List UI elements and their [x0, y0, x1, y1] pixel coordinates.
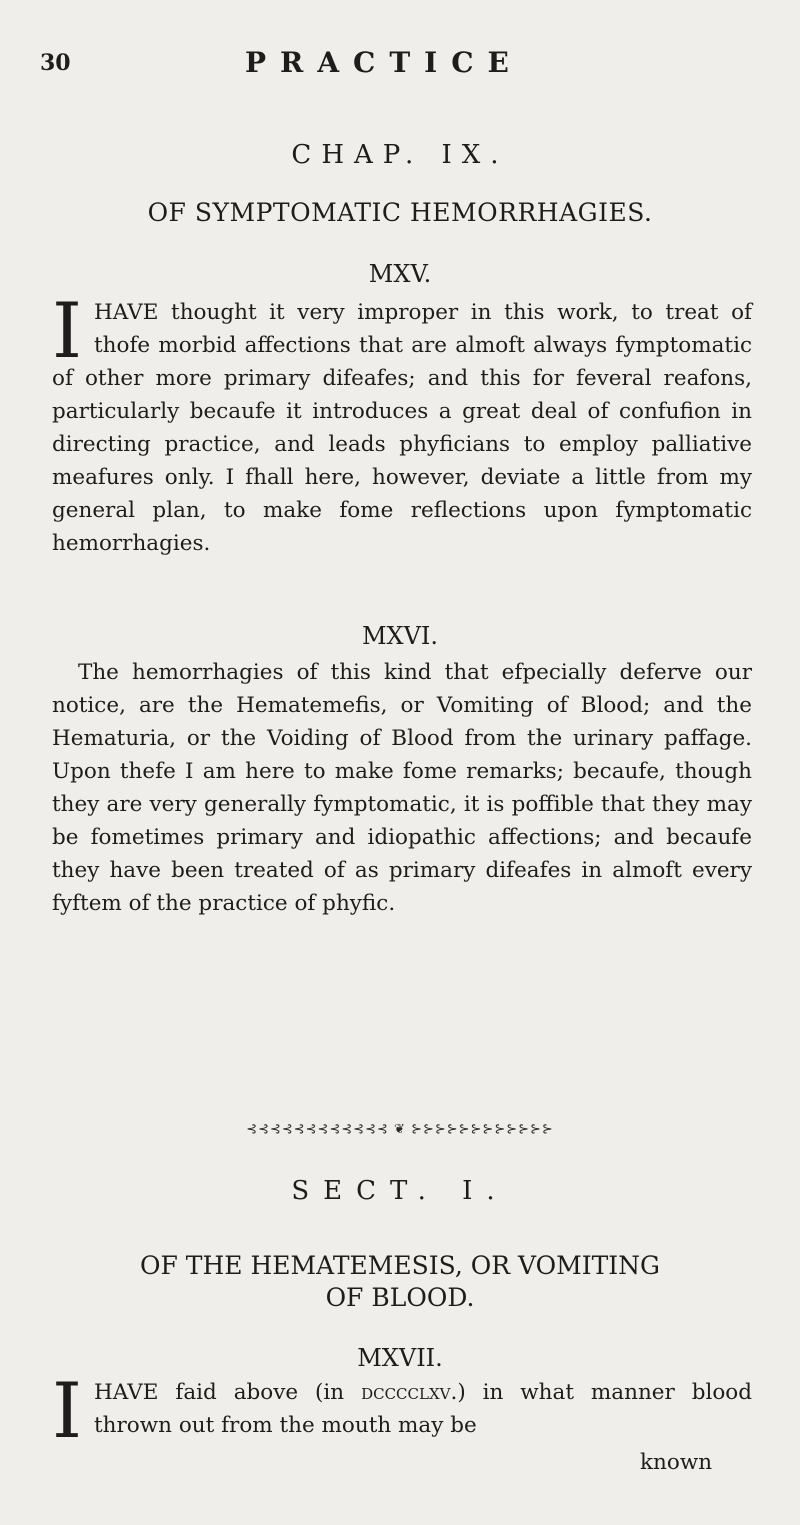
running-head: PRACTICE: [245, 46, 523, 79]
drop-cap: I: [52, 286, 83, 375]
catchword: known: [640, 1450, 713, 1475]
section-label: SECT. I.: [291, 1176, 509, 1206]
paragraph-text: HAVE faid above (in: [94, 1380, 362, 1405]
paragraph-mxvi: The hemorrhagies of this kind that efpecially deferve our notice, are the Hematemefis, or Vomiting of Blood; and the Hematuria, or the Voiding of Blood from the urinary paffage. Upon thefe I am here to make fome remarks; becaufe, though they are very generally fymptomatic, it is poffible that they may be fometimes primary and idiopathic affections; and becaufe they have been treated of as primary difeafes in almoft every fyftem of the practice of phyfic.: [52, 660, 752, 916]
ornamental-rule: ⊰⊰⊰⊰⊰⊰⊰⊰⊰⊰⊰⊰ ❦ ⊱⊱⊱⊱⊱⊱⊱⊱⊱⊱⊱⊱: [246, 1122, 554, 1137]
chapter-label: CHAP. IX.: [291, 140, 509, 170]
section-title: [0, 1250, 800, 1314]
section-number-mxvii: MXVII.: [357, 1344, 443, 1372]
page-number: 30: [40, 50, 71, 76]
paragraph-text-continued: ) in what manner blood thrown out from the mouth may be: [94, 1380, 752, 1438]
page-header: [40, 46, 760, 86]
section-title-line-1: OF THE HEMATEMESIS, OR VOMITING: [140, 1251, 660, 1280]
cross-reference: dcccclxv.: [361, 1380, 458, 1405]
paragraph-text: HAVE thought it very improper in this work, to treat of thofe morbid affections that are almoft always fymptomatic of other more primary difeafes; and this for feveral reafons, particularly becaufe it introduces a great deal of confufion in directing practice, and leads phyficians to employ palliative meafures only. I fhall here, however, deviate a little from my general plan, to make fome reflections upon fymptomatic hemorrhagies.: [52, 300, 752, 556]
chapter-title: OF SYMPTOMATIC HEMORRHAGIES.: [147, 198, 653, 227]
paragraph-mxvii: [52, 1366, 752, 1455]
section-title-line-2: OF BLOOD.: [325, 1283, 475, 1312]
drop-cap: I: [52, 1366, 83, 1455]
paragraph-mxv: [52, 286, 752, 560]
section-number-mxv: MXV.: [368, 260, 432, 288]
section-number-mxvi: MXVI.: [361, 622, 439, 650]
